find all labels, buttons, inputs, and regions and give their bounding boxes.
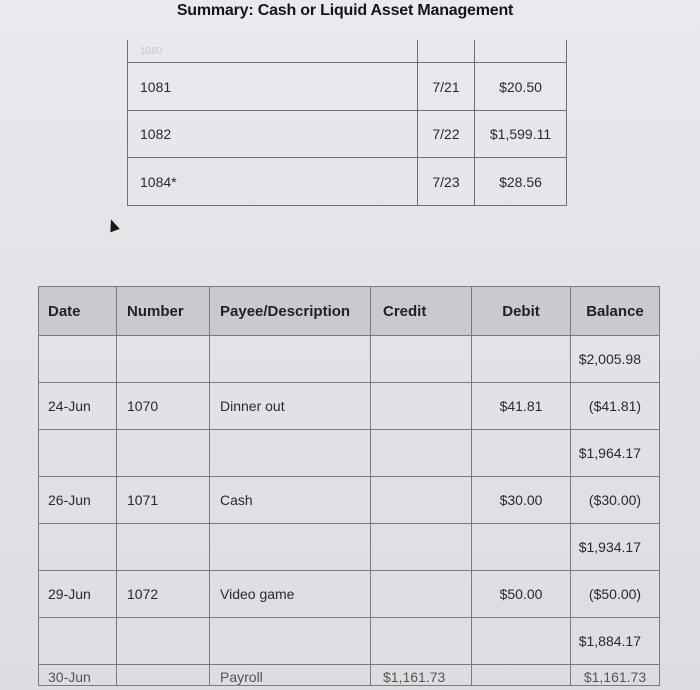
cell-credit [371,571,472,618]
cell-number [117,665,210,686]
cell-number [117,336,210,383]
cell-date: 7/23 [418,158,475,206]
header-payee: Payee/Description [210,287,371,336]
cell-balance: ($30.00) [571,477,660,524]
cell-payee [210,524,371,571]
header-row [39,287,660,336]
table-row [39,665,660,686]
cell-number [117,618,210,665]
cell-credit [371,618,472,665]
header-debit: Debit [472,287,571,336]
cell-credit [371,477,472,524]
cell-number [117,524,210,571]
cell-balance: $1,884.17 [571,618,660,665]
cell-number: 1071 [117,477,210,524]
table-row [39,618,660,665]
cell-number [117,430,210,477]
cell-amount: $1,599.11 [475,110,567,158]
header-balance: Balance [571,287,660,336]
page-title: Summary: Cash or Liquid Asset Management [176,2,514,19]
cell-payee: Dinner out [210,383,371,430]
cell-date: 30-Jun [39,665,117,686]
cell-debit [472,336,571,383]
cell-balance: $2,005.98 [571,336,660,383]
cell-date [39,618,117,665]
cell-debit [472,665,571,686]
header-date: Date [39,287,117,336]
cell-balance: $1,964.17 [571,430,660,477]
cell-debit: $30.00 [472,477,571,524]
cell-date [418,40,475,63]
cell-number: 1070 [117,383,210,430]
cell-amount: $28.56 [475,158,567,206]
cell-debit [472,430,571,477]
cell-number: 1082 [128,110,418,158]
table-row [39,524,660,571]
cell-balance: $1,161.73 [571,665,660,686]
table-row [39,336,660,383]
table-row [39,430,660,477]
table-row [39,571,660,618]
cell-payee: Cash [210,477,371,524]
table-row [128,110,567,158]
cell-amount [475,40,567,63]
table-row [39,477,660,524]
table-row [128,158,567,206]
cell-credit [371,336,472,383]
cell-balance: ($50.00) [571,571,660,618]
cell-date [39,524,117,571]
cell-date: 7/22 [418,110,475,158]
table-row [128,40,567,63]
cell-payee [210,430,371,477]
cell-credit [371,524,472,571]
cell-date: 29-Jun [39,571,117,618]
ledger-table [38,286,660,686]
cell-number: 1084* [128,158,418,206]
cell-payee [210,336,371,383]
table-row [39,383,660,430]
cell-balance: ($41.81) [571,383,660,430]
cell-date: 7/21 [418,63,475,111]
top-summary-table [127,40,567,206]
cell-amount: $20.50 [475,63,567,111]
table-row [128,63,567,111]
cell-payee [210,618,371,665]
cell-credit [371,430,472,477]
header-number: Number [117,287,210,336]
cell-payee: Video game [210,571,371,618]
cell-date [39,336,117,383]
cell-balance: $1,934.17 [571,524,660,571]
cell-date [39,430,117,477]
cell-debit [472,618,571,665]
header-credit: Credit [371,287,472,336]
cell-payee: Payroll [210,665,371,686]
cell-date: 26-Jun [39,477,117,524]
cell-credit [371,383,472,430]
cell-number: 1081 [128,63,418,111]
cell-number: 1080 [128,40,418,63]
cell-debit [472,524,571,571]
cell-credit: $1,161.73 [371,665,472,686]
cell-debit: $41.81 [472,383,571,430]
pointer-cursor-icon [106,218,120,233]
cell-number: 1072 [117,571,210,618]
cell-date: 24-Jun [39,383,117,430]
cell-debit: $50.00 [472,571,571,618]
